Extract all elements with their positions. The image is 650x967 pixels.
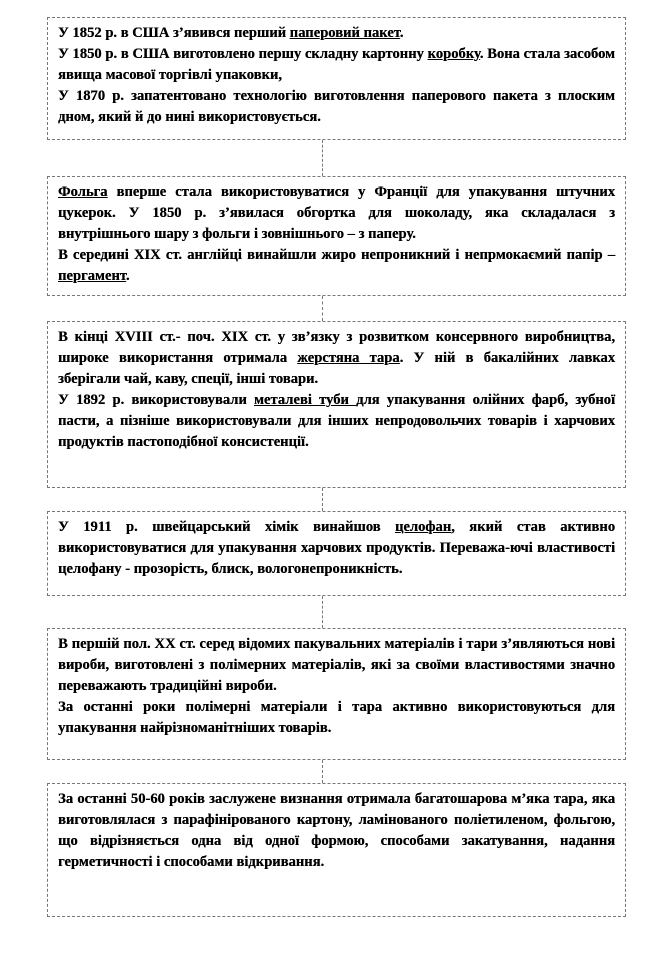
text-run: . — [125, 268, 130, 284]
text-run: В середині XIX ст. англійці винайшли жиро непроникний і непрмокаємий папір – — [58, 247, 615, 263]
box-paragraph — [58, 327, 615, 390]
history-box-tin — [47, 321, 626, 488]
text-run: У 1852 р. в США з’явився перший — [58, 25, 290, 41]
underlined-term: пергамент — [58, 268, 126, 284]
box-paragraph — [58, 182, 615, 245]
box-paragraph — [58, 517, 615, 580]
text-run: У 1911 р. швейцарський хімік винайшов — [58, 519, 395, 535]
connector-line — [322, 596, 323, 628]
box-paragraph — [58, 44, 615, 86]
box-paragraph — [58, 634, 615, 697]
text-run: За останні роки полімерні матеріали і тара активно використовуються для упакування найрізноманітніших товарів. — [58, 699, 615, 736]
text-run: вперше стала використовуватися у Франції для упакування штучних цукерок. У 1850 р. з’явилася обгортка для шоколаду, яка складалася з внутрішнього шару з фольги і зовнішнього – з паперу. — [58, 184, 615, 242]
history-box-paper — [47, 17, 626, 140]
underlined-term: паперовий пакет — [289, 25, 400, 41]
history-box-multilayer — [47, 783, 626, 917]
connector-line — [322, 760, 323, 783]
text-run: У 1892 р. використовували — [58, 392, 254, 408]
box-paragraph — [58, 245, 615, 287]
text-run: . Вона стала засобом явища масової торгівлі упаковки, — [58, 46, 615, 83]
text-run: В першій пол. XX ст. серед відомих пакувальних матеріалів і тари з’являються нові вироби, виготовлені з полімерних матеріалів, які за своїми властивостями значно переважають традиційні вироби. — [58, 636, 615, 694]
text-run: . — [399, 25, 404, 41]
underlined-term: жерстяна тара — [297, 350, 400, 366]
text-run: У 1850 р. в США виготовлено першу складну картонну — [58, 46, 428, 62]
underlined-term: металеві туби — [253, 392, 357, 408]
box-paragraph — [58, 86, 615, 128]
history-box-foil — [47, 176, 626, 296]
text-run: У 1870 р. запатентовано технологію виготовлення паперового пакета з плоским дном, який й до нині використовується. — [58, 88, 615, 125]
text-run: . У ній в бакалійних лавках зберігали чай, каву, спеції, інші товари. — [58, 350, 615, 387]
underlined-term: коробку — [427, 46, 480, 62]
box-paragraph — [58, 789, 615, 873]
history-box-cellophane — [47, 511, 626, 596]
text-run: , який став активно використовуватися для упакування харчових продуктів. Переважа-ючі властивості целофану - прозорість, блиск, вологонепроникність. — [58, 519, 615, 577]
box-paragraph — [58, 390, 615, 453]
text-run: В кінці XVIII ст.- поч. XIX ст. у зв’язку з розвитком консервного виробництва, широке використання отримала — [58, 329, 615, 366]
underlined-term: Фольга — [58, 184, 108, 200]
text-run: для упакування олійних фарб, зубної пасти, а пізніше використовували для інших непродовольчих товарів і харчових продуктів пастоподібної консистенції. — [58, 392, 615, 450]
connector-line — [322, 488, 323, 511]
connector-line — [322, 140, 323, 176]
history-box-polymers — [47, 628, 626, 760]
text-run: За останні 50-60 років заслужене визнання отримала багатошарова м’яка тара, яка виготовлялася з парафінірованого картону, ламінованого поліетиленом, фольгою, що відрізняється одна від одної формою, способами закатування, надання герметичності і способами відкривання. — [58, 791, 615, 870]
connector-line — [322, 296, 323, 321]
box-paragraph — [58, 23, 615, 44]
box-paragraph — [58, 697, 615, 739]
underlined-term: целофан — [394, 519, 452, 535]
